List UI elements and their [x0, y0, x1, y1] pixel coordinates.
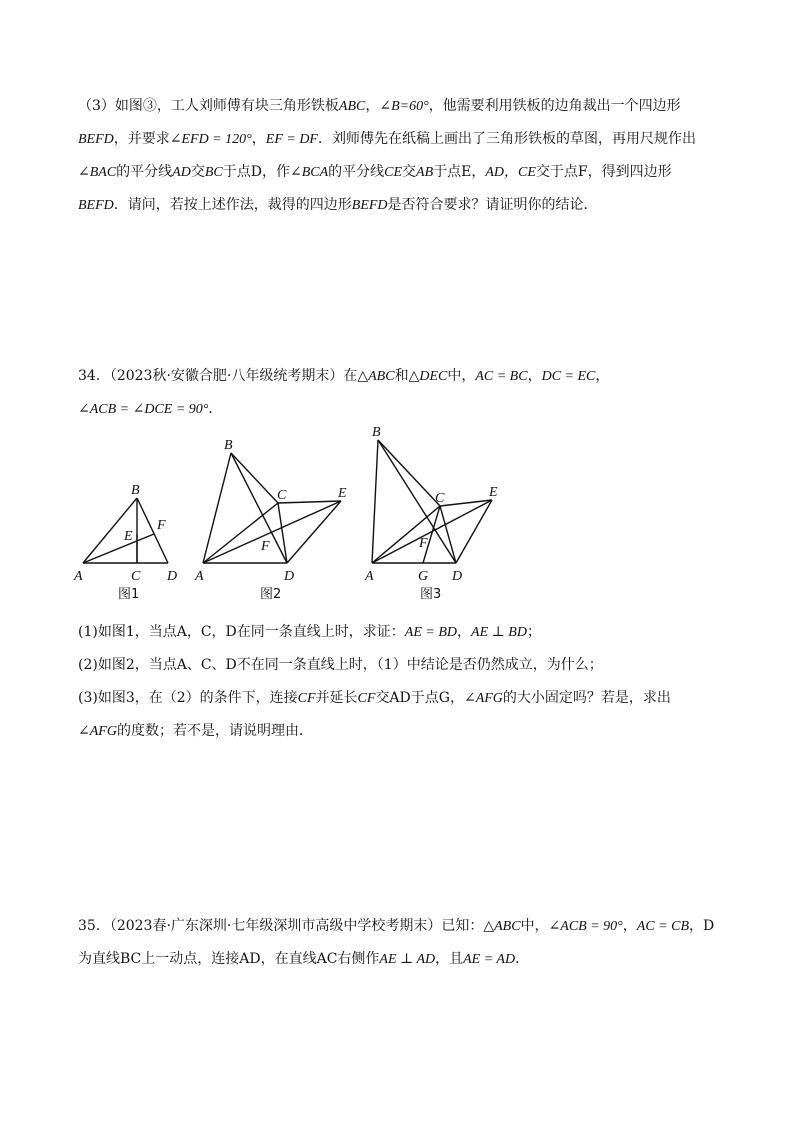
fig2-seg-ac [203, 503, 278, 563]
fig3-label-d: D [452, 569, 463, 584]
q34-part1: (1)如图1，当点A，C，D在同一条直线上时，求证：AE = BD，AE ⊥ BD； [78, 624, 541, 640]
fig1-label-f: F [157, 518, 166, 533]
fig2-seg-bc [231, 453, 278, 503]
q35-line2: 为直线BC上一动点，连接AD，在直线AC右侧作AE ⊥ AD，且AE = AD． [78, 951, 530, 967]
q34-part3b: ∠AFG的度数；若不是，请说明理由． [78, 723, 313, 739]
figure-2 [194, 438, 347, 602]
fig1-label-c: C [131, 569, 141, 584]
fig2-seg-de [287, 501, 341, 563]
fig2-label-e: E [338, 486, 347, 501]
q34-part3a: (3)如图3，在（2）的条件下，连接CF并延长CF交AD于点G，∠AFG的大小固定吗？若是，求出 [78, 690, 671, 706]
fig3-caption: 图3 [420, 587, 442, 602]
fig3-seg-ce [440, 500, 492, 506]
figure-3 [364, 425, 498, 602]
q33-line3: ∠BAC的平分线AD交BC于点D，作∠BCA的平分线CE交AB于点E，AD，CE交于点F，得到四边形 [78, 164, 672, 180]
fig2-label-c: C [277, 488, 287, 503]
fig2-seg-ae [203, 501, 341, 563]
q33-line1: （3）如图③，工人刘师傅有块三角形铁板ABC，∠B=60°，他需要利用铁板的边角裁出一个四边形 [78, 98, 681, 114]
fig2-seg-ce [278, 501, 341, 503]
fig1-caption: 图1 [118, 587, 140, 602]
figures-row [0, 418, 800, 608]
fig3-seg-ac [372, 506, 440, 563]
fig3-label-f: F [419, 536, 428, 551]
q34-part2: (2)如图2，当点A、C、D不在同一条直线上时，（1）中结论是否仍然成立，为什么； [78, 657, 603, 673]
q33-line4: BEFD．请问，若按上述作法，裁得的四边形BEFD是否符合要求？请证明你的结论． [78, 197, 598, 213]
fig2-label-f: F [261, 539, 270, 554]
q35-stem [78, 910, 738, 976]
fig3-label-e: E [489, 485, 498, 500]
fig2-label-b: B [224, 438, 233, 453]
fig2-seg-ab [203, 453, 231, 563]
fig2-label-a: A [195, 569, 204, 584]
fig3-seg-ab [372, 440, 378, 563]
q34-stem [78, 360, 738, 426]
fig3-label-a: A [365, 569, 374, 584]
q33-line2: BEFD，并要求∠EFD = 120°，EF = DF．刘师傅先在纸稿上画出了三角形铁板的草图，再用尺规作出 [78, 131, 696, 147]
fig3-seg-bc [378, 440, 440, 506]
fig1-label-a: A [74, 569, 83, 584]
fig1-seg-ae [83, 534, 154, 563]
q33-part3 [78, 90, 738, 222]
fig3-seg-cd [440, 506, 456, 563]
q34-parts [78, 616, 738, 748]
fig1-label-d: D [167, 569, 178, 584]
fig3-label-c: C [435, 491, 445, 506]
q35-line1: 35．（2023春·广东深圳·七年级深圳市高级中学校考期末）已知：△ABC中，∠ACB = 90°，AC = CB，D [78, 918, 715, 934]
fig2-label-d: D [284, 569, 295, 584]
fig3-label-g: G [418, 569, 429, 584]
fig1-label-b: B [131, 483, 140, 498]
q34-line1: 34．（2023秋·安徽合肥·八年级统考期末）在△ABC和△DEC中，AC = BC，DC = EC， [78, 368, 610, 384]
fig1-label-e: E [124, 529, 133, 544]
q34-line2: ∠ACB = ∠DCE = 90°． [78, 401, 223, 417]
fig3-label-b: B [372, 425, 381, 440]
figure-1 [73, 483, 177, 602]
fig2-caption: 图2 [260, 587, 282, 602]
